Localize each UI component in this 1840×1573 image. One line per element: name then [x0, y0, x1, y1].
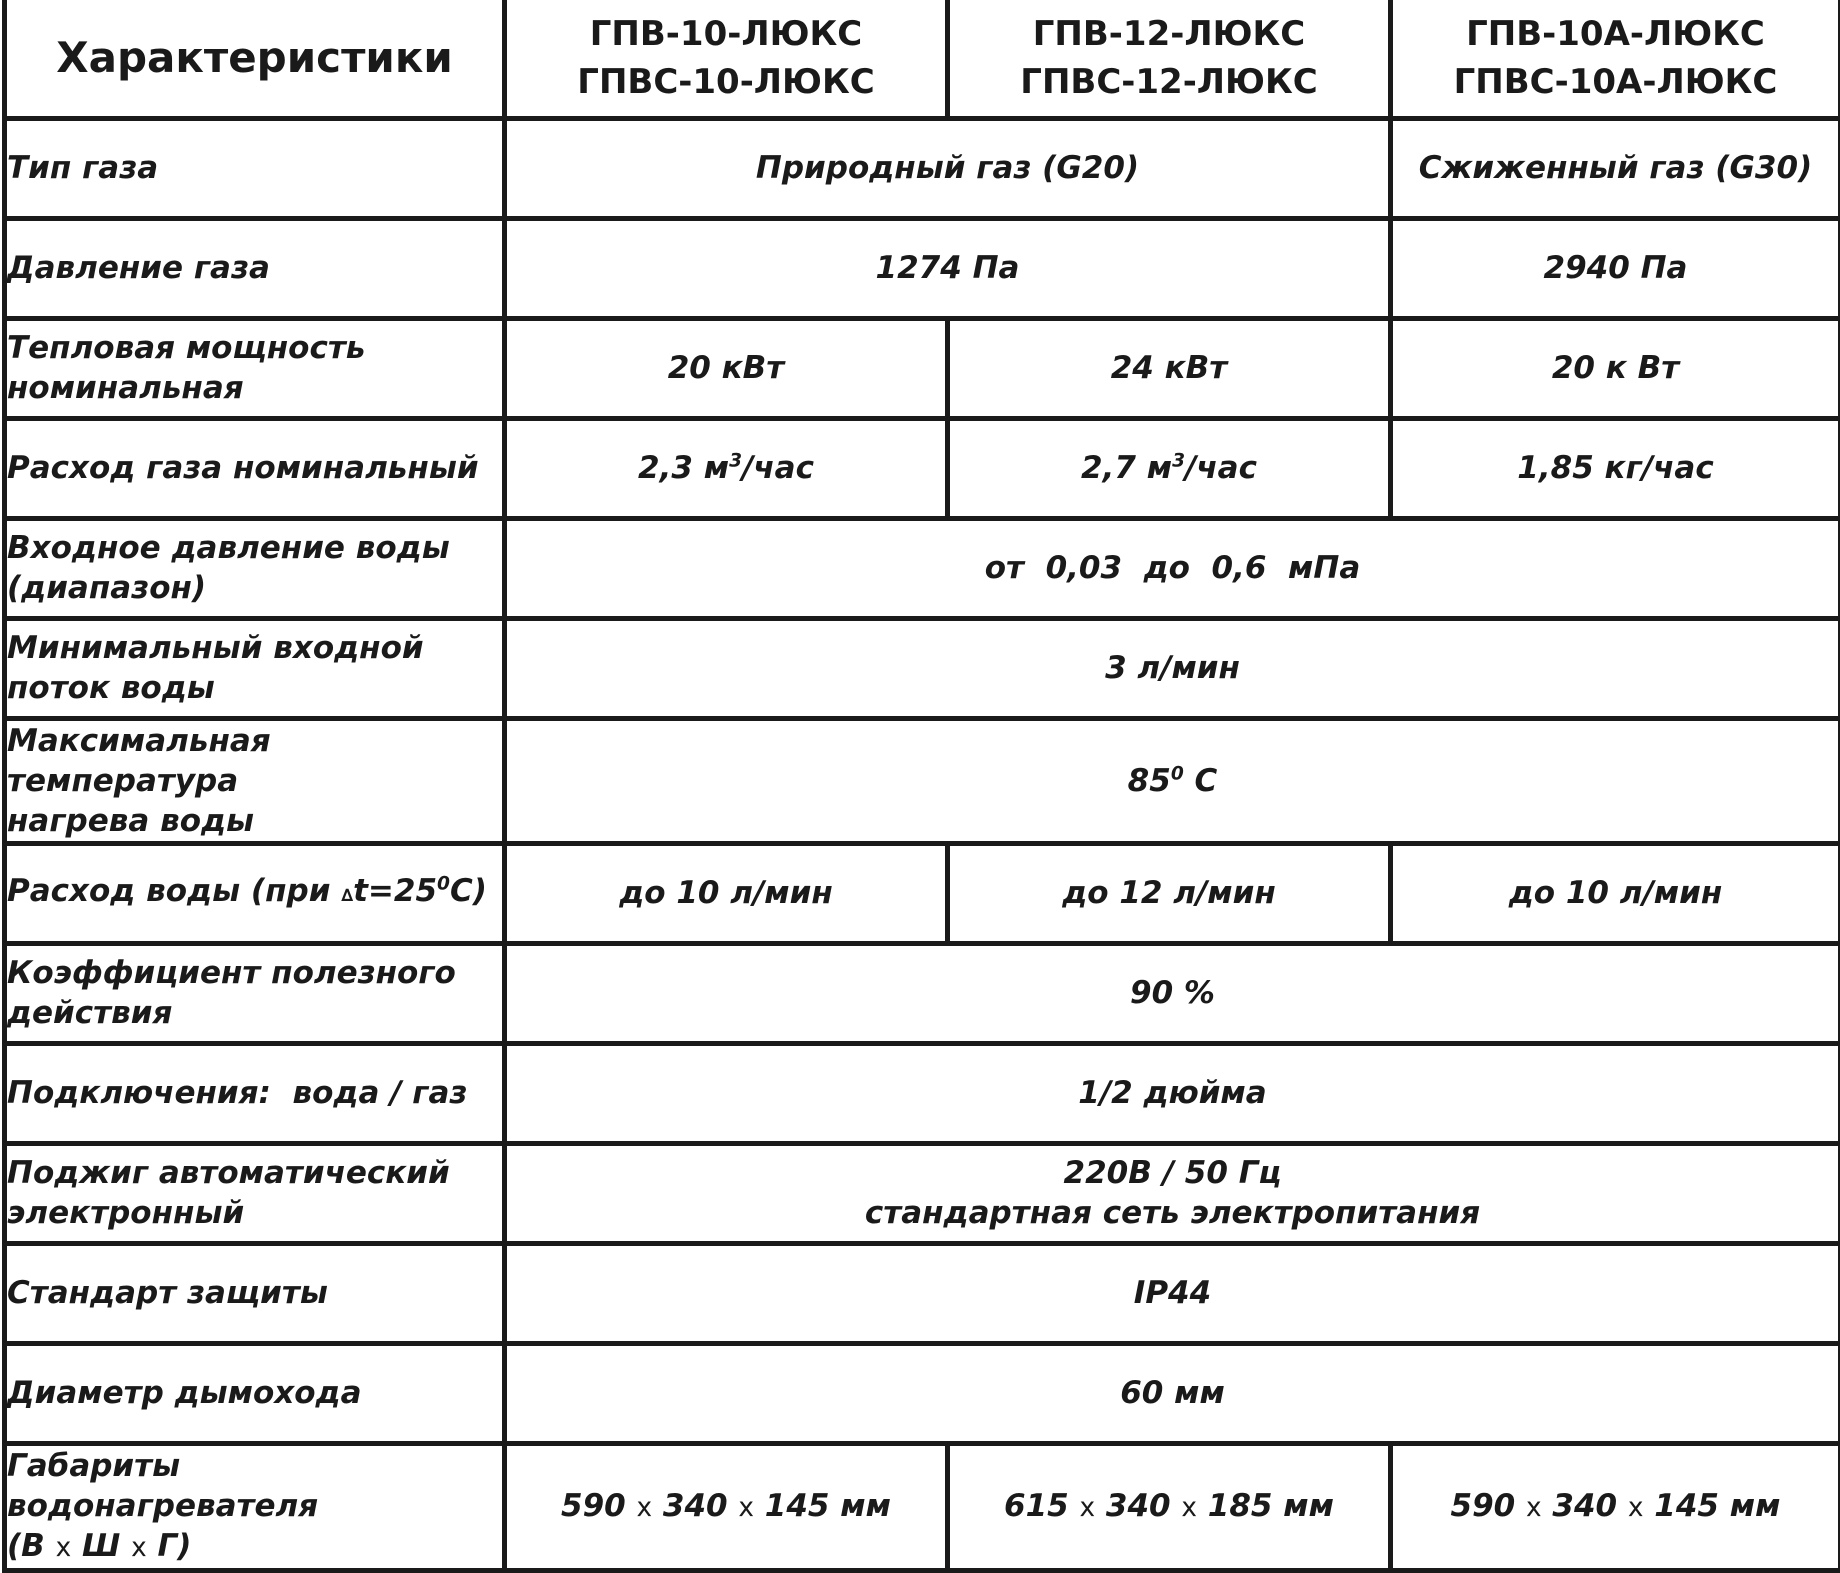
row-label: Коэффициент полезного действия [5, 943, 505, 1043]
cell-value: 615 x 340 x 185 мм [948, 1443, 1391, 1570]
row-dimensions [5, 1443, 1840, 1570]
row-chimney [5, 1343, 1840, 1443]
cell-value: 220В / 50 Гц стандартная сеть электропитания [505, 1143, 1840, 1243]
cell-value: Природный газ (G20) [505, 118, 1391, 218]
row-ignition [5, 1143, 1840, 1243]
row-thermal-power [5, 318, 1840, 418]
row-efficiency [5, 943, 1840, 1043]
cell-value: 3 л/мин [505, 618, 1840, 718]
cell-value: 1274 Па [505, 218, 1391, 318]
row-protection [5, 1243, 1840, 1343]
row-gas-pressure [5, 218, 1840, 318]
cell-value: 90 % [505, 943, 1840, 1043]
cell-value: IP44 [505, 1243, 1840, 1343]
row-label: Поджиг автоматический электронный [5, 1143, 505, 1243]
cell-value: от 0,03 до 0,6 мПа [505, 518, 1840, 618]
specifications-table [2, 0, 1840, 1573]
row-label: Расход газа номинальный [5, 418, 505, 518]
cell-value: 1/2 дюйма [505, 1043, 1840, 1143]
row-label: Тепловая мощность номинальная [5, 318, 505, 418]
header-model-1: ГПВ-10-ЛЮКС ГПВС-10-ЛЮКС [505, 0, 948, 118]
row-label: Габариты водонагревателя (В x Ш x Г) [5, 1443, 505, 1570]
cell-value: $85^0$ C [505, 718, 1840, 843]
cell-value: 1,85 кг/час [1391, 418, 1840, 518]
cell-value: 24 кВт [948, 318, 1391, 418]
cell-value: 2,7 $м^3$/час [948, 418, 1391, 518]
cell-value: до 10 л/мин [1391, 843, 1840, 943]
cell-value: 20 к Вт [1391, 318, 1840, 418]
cell-value: до 10 л/мин [505, 843, 948, 943]
cell-value: 590 x 340 x 145 мм [1391, 1443, 1840, 1570]
row-label: Максимальная температура нагрева воды [5, 718, 505, 843]
row-max-temp [5, 718, 1840, 843]
row-water-pressure [5, 518, 1840, 618]
cell-value: до 12 л/мин [948, 843, 1391, 943]
row-label: Минимальный входной поток воды [5, 618, 505, 718]
row-min-flow [5, 618, 1840, 718]
row-label: Входное давление воды (диапазон) [5, 518, 505, 618]
cell-value: 2,3 $м^3$/час [505, 418, 948, 518]
cell-value: 60 мм [505, 1343, 1840, 1443]
row-gas-type [5, 118, 1840, 218]
delta-symbol: ∆ [341, 886, 353, 906]
row-water-flow [5, 843, 1840, 943]
row-gas-flow [5, 418, 1840, 518]
row-label: Подключения: вода / газ [5, 1043, 505, 1143]
cell-value: 590 x 340 x 145 мм [505, 1443, 948, 1570]
header-model-2: ГПВ-12-ЛЮКС ГПВС-12-ЛЮКС [948, 0, 1391, 118]
cell-value: Сжиженный газ (G30) [1391, 118, 1840, 218]
row-connections [5, 1043, 1840, 1143]
row-label: Стандарт защиты [5, 1243, 505, 1343]
row-label: Расход воды (при $\Delta t=25^0C$) [5, 843, 505, 943]
header-row [5, 0, 1840, 118]
row-label: Давление газа [5, 218, 505, 318]
cell-value: 20 кВт [505, 318, 948, 418]
cell-value: 2940 Па [1391, 218, 1840, 318]
header-model-3: ГПВ-10А-ЛЮКС ГПВС-10А-ЛЮКС [1391, 0, 1840, 118]
header-characteristics: Характеристики [5, 0, 505, 118]
row-label: Диаметр дымохода [5, 1343, 505, 1443]
row-label: Тип газа [5, 118, 505, 218]
